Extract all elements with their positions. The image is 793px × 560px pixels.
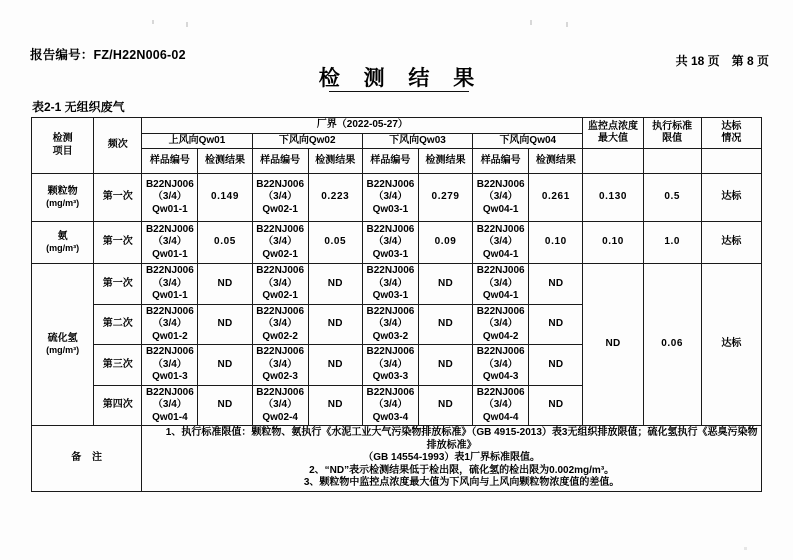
sample-sub: （3/4） (152, 236, 187, 248)
sample-sub: （3/4） (483, 277, 518, 289)
sample-code: B22NJ006 (145, 386, 194, 398)
scan-speck (744, 547, 747, 550)
sample-id: Qw02-1 (262, 248, 298, 260)
sample-id: Qw03-4 (372, 411, 409, 423)
cell-sample-code (473, 174, 529, 222)
remark-note-1b: （GB 14554-1993）表1厂界标准限值。 (363, 452, 540, 463)
header-item (32, 118, 94, 174)
cell-item (32, 222, 94, 264)
cell-sample-code (473, 345, 529, 386)
cell-result: ND (418, 264, 472, 305)
cell-sample-code (473, 222, 529, 264)
sample-sub: （3/4） (263, 358, 298, 370)
sample-sub: （3/4） (263, 318, 298, 329)
cell-frequency: 第一次 (94, 174, 142, 222)
remark-label: 备 注 (32, 426, 142, 492)
sample-code: B22NJ006 (145, 305, 194, 317)
header-limit-spacer (643, 149, 701, 174)
sample-id: Qw02-1 (262, 290, 298, 301)
cell-sample-code (142, 345, 198, 386)
sample-code: B22NJ006 (476, 265, 525, 276)
item-unit: (mg/m³) (46, 198, 80, 209)
header-result-1: 检测结果 (308, 149, 362, 174)
sample-id: Qw04-3 (482, 371, 519, 382)
remark-row (32, 426, 762, 492)
sample-sub: （3/4） (483, 318, 518, 329)
sample-id: Qw04-4 (482, 411, 519, 423)
scan-speck (566, 22, 568, 27)
cell-sample-code (252, 222, 308, 264)
sample-code: B22NJ006 (256, 223, 305, 235)
cell-sample-code (362, 345, 418, 386)
header-sample-0: 样品编号 (142, 149, 198, 174)
sample-code: B22NJ006 (366, 265, 415, 276)
header-boundary-group: 厂界（2022-05-27） (142, 118, 583, 134)
header-item-line2: 项目 (52, 145, 73, 157)
cell-result: 0.223 (308, 174, 362, 222)
cell-sample-code (473, 385, 529, 426)
sample-code: B22NJ006 (256, 305, 305, 317)
sample-id: Qw03-2 (372, 330, 409, 342)
scan-speck (152, 20, 154, 24)
cell-sample-code (142, 174, 198, 222)
sample-code: B22NJ006 (366, 346, 415, 357)
header-result-2: 检测结果 (418, 149, 472, 174)
cell-sample-code (142, 385, 198, 426)
sample-code: B22NJ006 (476, 178, 525, 190)
header-sample-3: 样品编号 (473, 149, 529, 174)
sample-code: B22NJ006 (476, 305, 525, 317)
cell-item (32, 264, 94, 426)
sample-id: Qw03-3 (372, 371, 409, 382)
sample-id: Qw03-1 (372, 248, 409, 260)
header-sample-2: 样品编号 (362, 149, 418, 174)
header-frequency: 频次 (94, 118, 142, 174)
current-page: 第 8 页 (731, 54, 769, 68)
remark-note-3: 3、颗粒物中监控点浓度最大值为下风向与上风向颗粒物浓度值的差值。 (303, 477, 620, 488)
scan-speck (530, 20, 532, 25)
header-result-0: 检测结果 (198, 149, 252, 174)
cell-result: ND (198, 345, 252, 386)
table-row (32, 174, 762, 222)
item-name: 氨 (57, 230, 68, 242)
sample-id: Qw01-2 (152, 330, 188, 342)
sample-code: B22NJ006 (256, 178, 305, 190)
cell-result: ND (529, 264, 583, 305)
sample-sub: （3/4） (373, 399, 408, 410)
cell-sample-code (473, 304, 529, 345)
sample-sub: （3/4） (263, 277, 298, 289)
title-underline (329, 91, 469, 92)
sample-sub: （3/4） (373, 236, 408, 248)
cell-result: ND (529, 345, 583, 386)
sample-sub: （3/4） (263, 236, 298, 248)
remark-note-2: 2、“ND”表示检测结果低于检出限，硫化氢的检出限为0.002mg/m³。 (309, 464, 615, 476)
cell-sample-code (252, 264, 308, 305)
sample-sub: （3/4） (152, 191, 187, 203)
cell-frequency: 第三次 (94, 345, 142, 386)
table-header-row-3 (32, 149, 762, 174)
cell-compliance-status: 达标 (701, 264, 761, 426)
cell-standard-limit: 0.5 (643, 174, 701, 222)
header-max-line1: 监控点浓度 (588, 120, 639, 132)
cell-standard-limit: 0.06 (643, 264, 701, 426)
sample-sub: （3/4） (373, 277, 408, 289)
cell-max-concentration: ND (583, 264, 643, 426)
table-row (32, 264, 762, 305)
cell-result: 0.261 (529, 174, 583, 222)
cell-result: ND (308, 385, 362, 426)
item-unit: (mg/m³) (46, 345, 80, 356)
cell-sample-code (142, 304, 198, 345)
sample-code: B22NJ006 (256, 346, 305, 357)
header-max-concentration (583, 118, 643, 149)
cell-frequency: 第二次 (94, 304, 142, 345)
cell-item (32, 174, 94, 222)
page-title: 检 测 结 果 (318, 67, 484, 90)
sample-id: Qw04-1 (482, 290, 519, 301)
cell-result: ND (308, 345, 362, 386)
header-status-spacer (701, 149, 761, 174)
sample-id: Qw04-1 (482, 203, 519, 215)
header-max-line2: 最大值 (598, 133, 629, 144)
sample-code: B22NJ006 (256, 265, 305, 276)
table-row (32, 222, 762, 264)
header-point-1: 下风向Qw02 (252, 133, 362, 149)
table-body (32, 174, 762, 492)
cell-result: 0.279 (418, 174, 472, 222)
sample-sub: （3/4） (152, 318, 187, 329)
sample-sub: （3/4） (373, 191, 408, 203)
cell-max-concentration: 0.130 (583, 174, 643, 222)
sample-sub: （3/4） (483, 399, 518, 410)
cell-standard-limit: 1.0 (643, 222, 701, 264)
sample-code: B22NJ006 (145, 178, 194, 190)
sample-sub: （3/4） (373, 318, 408, 329)
cell-sample-code (142, 264, 198, 305)
sample-code: B22NJ006 (145, 265, 194, 276)
cell-result: ND (418, 345, 472, 386)
item-name: 硫化氢 (47, 332, 78, 344)
table-header-row-1 (32, 118, 762, 134)
cell-result: ND (418, 304, 472, 345)
cell-result: ND (418, 385, 472, 426)
table-caption: 表2-1 无组织废气 (32, 100, 125, 114)
sample-code: B22NJ006 (145, 346, 194, 357)
cell-result: ND (198, 264, 252, 305)
sample-id: Qw02-1 (262, 203, 298, 215)
sample-sub: （3/4） (152, 277, 187, 289)
cell-result: 0.05 (198, 222, 252, 264)
sample-sub: （3/4） (373, 358, 408, 370)
cell-sample-code (252, 385, 308, 426)
results-table (31, 117, 762, 492)
header-point-2: 下风向Qw03 (362, 133, 472, 149)
cell-compliance-status: 达标 (701, 174, 761, 222)
cell-result: 0.09 (418, 222, 472, 264)
header-compliance-status (701, 118, 761, 149)
cell-sample-code (362, 174, 418, 222)
cell-sample-code (362, 222, 418, 264)
cell-sample-code (362, 385, 418, 426)
sample-sub: （3/4） (483, 358, 518, 370)
sample-code: B22NJ006 (366, 386, 415, 398)
sample-sub: （3/4） (483, 191, 518, 203)
sample-id: Qw03-1 (372, 290, 409, 301)
cell-sample-code (362, 264, 418, 305)
sample-id: Qw01-3 (152, 371, 188, 382)
header-status-line1: 达标 (721, 120, 742, 132)
cell-frequency: 第一次 (94, 222, 142, 264)
cell-result: 0.10 (529, 222, 583, 264)
cell-result: 0.05 (308, 222, 362, 264)
sample-sub: （3/4） (263, 399, 298, 410)
scan-speck (186, 22, 188, 27)
cell-sample-code (252, 174, 308, 222)
sample-id: Qw01-1 (152, 203, 188, 215)
sample-id: Qw04-1 (482, 248, 519, 260)
sample-sub: （3/4） (483, 236, 518, 248)
cell-sample-code (252, 304, 308, 345)
sample-id: Qw02-3 (262, 371, 298, 382)
cell-frequency: 第一次 (94, 264, 142, 305)
sample-code: B22NJ006 (366, 305, 415, 317)
total-pages: 共 18 页 (675, 54, 720, 68)
sample-code: B22NJ006 (256, 386, 305, 398)
remark-note-1: 1、执行标准限值：颗粒物、氨执行《水泥工业大气污染物排放标准》（GB 4915-2013）表3无组织排放限值；硫化氢执行《恶臭污染物排放标准》 (165, 427, 758, 451)
sample-code: B22NJ006 (366, 178, 415, 190)
cell-frequency: 第四次 (94, 385, 142, 426)
cell-result: 0.149 (198, 174, 252, 222)
item-name: 颗粒物 (47, 185, 78, 197)
cell-result: ND (529, 385, 583, 426)
header-limit-line1: 执行标准 (652, 120, 693, 132)
item-unit: (mg/m³) (46, 243, 80, 254)
header-max-spacer (583, 149, 643, 174)
cell-sample-code (252, 345, 308, 386)
sample-code: B22NJ006 (476, 346, 525, 357)
cell-compliance-status: 达标 (701, 222, 761, 264)
cell-sample-code (142, 222, 198, 264)
sample-id: Qw02-2 (262, 330, 298, 342)
header-sample-1: 样品编号 (252, 149, 308, 174)
cell-sample-code (473, 264, 529, 305)
cell-result: ND (308, 264, 362, 305)
cell-result: ND (308, 304, 362, 345)
header-result-3: 检测结果 (529, 149, 583, 174)
header-limit-line2: 限值 (662, 133, 683, 144)
cell-result: ND (198, 385, 252, 426)
sample-id: Qw03-1 (372, 203, 409, 215)
header-point-3: 下风向Qw04 (473, 133, 583, 149)
header-status-line2: 情况 (721, 133, 742, 144)
cell-result: ND (529, 304, 583, 345)
header-standard-limit (643, 118, 701, 149)
sample-sub: （3/4） (263, 191, 298, 203)
sample-id: Qw01-1 (152, 248, 188, 260)
remark-content (142, 426, 762, 492)
sample-sub: （3/4） (152, 399, 187, 410)
sample-id: Qw01-4 (152, 411, 188, 423)
sample-sub: （3/4） (152, 358, 187, 370)
sample-id: Qw01-1 (152, 290, 188, 301)
header-item-line1: 检测 (52, 133, 73, 144)
sample-code: B22NJ006 (145, 223, 194, 235)
sample-code: B22NJ006 (366, 223, 415, 235)
cell-max-concentration: 0.10 (583, 222, 643, 264)
cell-sample-code (362, 304, 418, 345)
sample-id: Qw02-4 (262, 411, 298, 423)
header-point-0: 上风向Qw01 (142, 133, 252, 149)
sample-code: B22NJ006 (476, 386, 525, 398)
cell-result: ND (198, 304, 252, 345)
report-number: 报告编号：FZ/H22N006-02 (30, 48, 186, 62)
sample-id: Qw04-2 (482, 330, 519, 342)
sample-code: B22NJ006 (476, 223, 525, 235)
